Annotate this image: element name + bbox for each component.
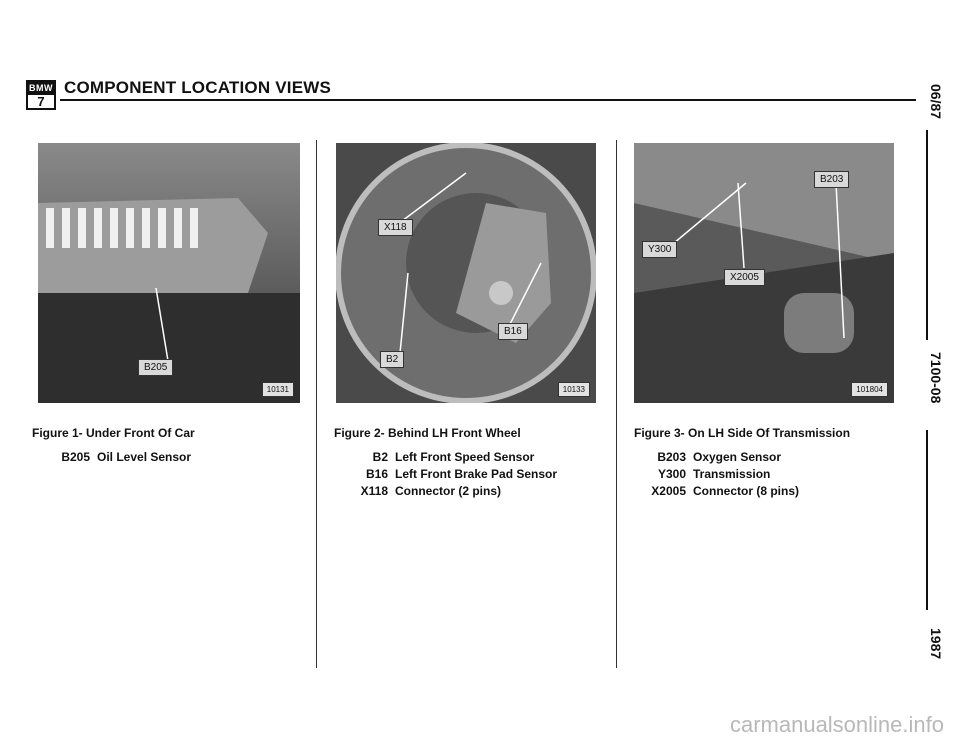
legend-row bbox=[352, 483, 557, 500]
figure-3-photo bbox=[634, 143, 894, 403]
legend-code: X2005 bbox=[651, 484, 686, 498]
column-divider-1 bbox=[316, 140, 317, 668]
figure-1-tag-b205: B205 bbox=[138, 359, 173, 376]
figure-2-photo bbox=[336, 143, 596, 403]
header-rule bbox=[60, 99, 916, 101]
legend-desc: Oil Level Sensor bbox=[97, 450, 192, 464]
figure-3-tag-b203: B203 bbox=[814, 171, 849, 188]
legend-desc: Connector (2 pins) bbox=[395, 484, 502, 498]
legend-code: B205 bbox=[61, 450, 90, 464]
figure-1-photo bbox=[38, 143, 300, 403]
legend-row bbox=[352, 466, 557, 483]
side-rule-1 bbox=[926, 130, 928, 340]
figure-3-legend bbox=[646, 449, 799, 500]
legend-row bbox=[646, 449, 799, 466]
bmw-logo bbox=[26, 80, 56, 110]
legend-desc: Connector (8 pins) bbox=[693, 484, 800, 498]
column-divider-2 bbox=[616, 140, 617, 668]
legend-row bbox=[646, 466, 799, 483]
side-year: 1987 bbox=[928, 628, 944, 660]
legend-code: X118 bbox=[360, 484, 388, 498]
side-date: 06/87 bbox=[928, 84, 944, 120]
legend-desc: Oxygen Sensor bbox=[693, 450, 782, 464]
legend-row bbox=[56, 449, 191, 466]
figure-2-photo-index: 10133 bbox=[558, 382, 590, 397]
figure-2-tag-b16: B16 bbox=[498, 323, 528, 340]
logo-series: 7 bbox=[37, 94, 45, 109]
legend-code: B203 bbox=[657, 450, 686, 464]
figure-3-caption: Figure 3- On LH Side Of Transmission bbox=[634, 426, 851, 440]
legend-row bbox=[646, 483, 799, 500]
page-title: COMPONENT LOCATION VIEWS bbox=[64, 78, 332, 97]
watermark: carmanualsonline.info bbox=[729, 712, 944, 737]
legend-desc: Transmission bbox=[693, 467, 771, 481]
figure-2-illustration bbox=[336, 143, 596, 403]
figure-2-legend bbox=[352, 449, 557, 500]
figure-1-caption: Figure 1- Under Front Of Car bbox=[32, 426, 195, 440]
figure-2-tag-x118: X118 bbox=[378, 219, 413, 236]
figure-3-tag-x2005: X2005 bbox=[724, 269, 765, 286]
figure-1-photo-index: 10131 bbox=[262, 382, 294, 397]
legend-desc: Left Front Speed Sensor bbox=[395, 450, 535, 464]
figure-1-legend bbox=[56, 449, 191, 466]
logo-brand: BMW bbox=[29, 83, 53, 93]
side-rule-2 bbox=[926, 430, 928, 610]
figure-2-caption: Figure 2- Behind LH Front Wheel bbox=[334, 426, 521, 440]
figure-3-tag-y300: Y300 bbox=[642, 241, 677, 258]
legend-desc: Left Front Brake Pad Sensor bbox=[395, 467, 558, 481]
legend-code: Y300 bbox=[657, 467, 686, 481]
legend-row bbox=[352, 449, 557, 466]
figure-3-photo-index: 101804 bbox=[851, 382, 888, 397]
figure-2-tag-b2: B2 bbox=[380, 351, 404, 368]
legend-code: B16 bbox=[365, 467, 388, 481]
side-code: 7100-08 bbox=[928, 352, 944, 404]
legend-code: B2 bbox=[372, 450, 388, 464]
